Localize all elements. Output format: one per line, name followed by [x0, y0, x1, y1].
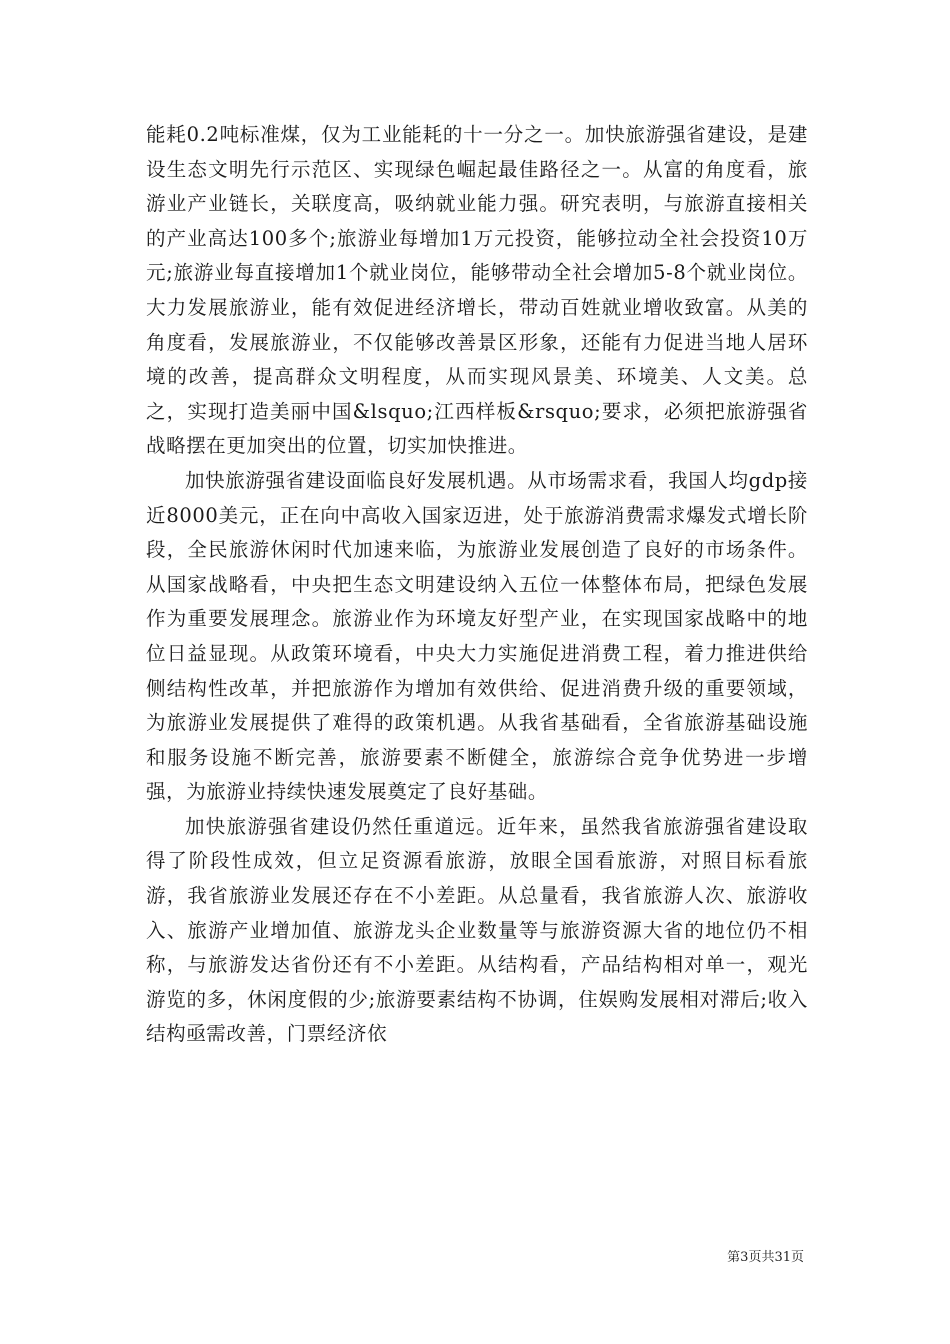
page-number-footer: 第3页共31页 — [727, 1250, 804, 1265]
document-body — [146, 118, 808, 1052]
paragraph-1: 能耗0.2吨标准煤，仅为工业能耗的十一分之一。加快旅游强省建设，是建设生态文明先行示范区、实现绿色崛起最佳路径之一。从富的角度看，旅游业产业链长，关联度高，吸纳就业能力强。研究表明，与旅游直接相关的产业高达100多个;旅游业每增加1万元投资，能够拉动全社会投资10万元;旅游业每直接增加1个就业岗位，能够带动全社会增加5-8个就业岗位。大力发展旅游业，能有效促进经济增长，带动百姓就业增收致富。从美的角度看，发展旅游业，不仅能够改善景区形象，还能有力促进当地人居环境的改善，提高群众文明程度，从而实现风景美、环境美、人文美。总之，实现打造美丽中国&lsquo;江西样板&rsquo;要求，必须把旅游强省战略摆在更加突出的位置，切实加快推进。 — [146, 123, 808, 458]
paragraph-2: 加快旅游强省建设面临良好发展机遇。从市场需求看，我国人均gdp接近8000美元，正在向中高收入国家迈进，处于旅游消费需求爆发式增长阶段，全民旅游休闲时代加速来临，为旅游业发展创造了良好的市场条件。从国家战略看，中央把生态文明建设纳入五位一体整体布局，把绿色发展作为重要发展理念。旅游业作为环境友好型产业，在实现国家战略中的地位日益显现。从政策环境看，中央大力实施促进消费工程，着力推进供给侧结构性改革，并把旅游作为增加有效供给、促进消费升级的重要领域，为旅游业发展提供了难得的政策机遇。从我省基础看，全省旅游基础设施和服务设施不断完善，旅游要素不断健全，旅游综合竞争优势进一步增强，为旅游业持续快速发展奠定了良好基础。 — [146, 468, 808, 804]
paragraph-3: 加快旅游强省建设仍然任重道远。近年来，虽然我省旅游强省建设取得了阶段性成效，但立足资源看旅游，放眼全国看旅游，对照目标看旅游，我省旅游业发展还存在不小差距。从总量看，我省旅游人次、旅游收入、旅游产业增加值、旅游龙头企业数量等与旅游资源大省的地位仍不相称，与旅游发达省份还有不小差距。从结构看，产品结构相对单一，观光游览的多，休闲度假的少;旅游要素结构不协调，住娱购发展相对滞后;收入结构亟需改善，门票经济依 — [146, 814, 808, 1046]
